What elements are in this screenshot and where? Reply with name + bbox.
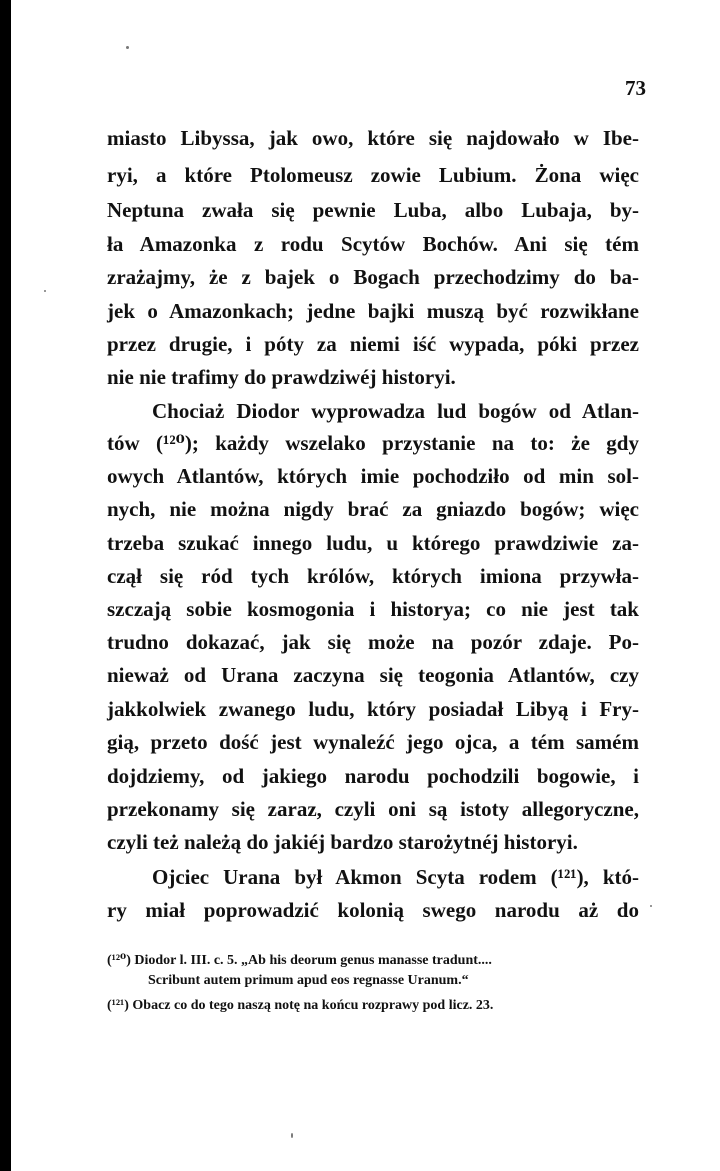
text-line: jek o Amazonkach; jedne bajki muszą być rozwikłane — [107, 299, 639, 323]
text-line: ry miał poprowadzić kolonią swego narodu aż do — [107, 898, 639, 922]
text-line: tów (¹²⁰); każdy wszelako przystanie na to: że gdy — [107, 431, 639, 455]
footnote-120-continued: Scribunt autem primum apud eos regnasse Uranum.“ — [148, 973, 469, 988]
text-line: gią, przeto dość jest wynaleźć jego ojca, a tém samém — [107, 730, 639, 754]
text-line: czął się ród tych królów, których imiona przywła- — [107, 564, 639, 588]
text-line-indent: Ojciec Urana był Akmon Scyta rodem (¹²¹), któ- — [152, 865, 639, 889]
text-line: przekonamy się zaraz, czyli oni są istoty allegoryczne, — [107, 797, 639, 821]
book-spine-edge — [0, 0, 11, 1171]
text-line: nie nie trafimy do prawdziwéj historyi. — [107, 365, 456, 389]
text-line: miasto Libyssa, jak owo, które się najdowało w Ibe- — [107, 126, 639, 150]
text-line: ryi, a które Ptolomeusz zowie Lubium. Żona więc — [107, 163, 639, 187]
text-line: nych, nie można nigdy brać za gniazdo bogów; więc — [107, 497, 639, 521]
scan-speck — [650, 905, 652, 907]
text-line: trudno dokazać, jak się może na pozór zdaje. Po- — [107, 630, 639, 654]
text-line: Neptuna zwała się pewnie Luba, albo Lubaja, by- — [107, 198, 639, 222]
text-line: szczają sobie kosmogonia i historya; co nie jest tak — [107, 597, 639, 621]
text-line: przez drugie, i póty za niemi iść wypada, póki przez — [107, 332, 639, 356]
text-line: owych Atlantów, których imie pochodziło od min sol- — [107, 464, 639, 488]
text-line: zrażajmy, że z bajek o Bogach przechodzimy do ba- — [107, 265, 639, 289]
text-line: ła Amazonka z rodu Scytów Bochów. Ani się tém — [107, 232, 639, 256]
page-number: 73 — [625, 76, 646, 100]
scan-speck — [44, 290, 46, 292]
text-line-indent: Chociaż Diodor wyprowadza lud bogów od Atlan- — [152, 399, 639, 423]
text-line: trzeba szukać innego ludu, u którego prawdziwie za- — [107, 531, 639, 555]
text-line: jakkolwiek zwanego ludu, który posiadał Libyą i Fry- — [107, 697, 639, 721]
scan-speck — [291, 1133, 293, 1138]
footnote-120: (¹²⁰) Diodor l. III. c. 5. „Ab his deorum genus manasse tradunt.... — [107, 953, 492, 968]
footnote-121: (¹²¹) Obacz co do tego naszą notę na końcu rozprawy pod licz. 23. — [107, 998, 494, 1013]
text-line: nieważ od Urana zaczyna się teogonia Atlantów, czy — [107, 663, 639, 687]
text-line: dojdziemy, od jakiego narodu pochodzili bogowie, i — [107, 764, 639, 788]
scan-speck — [126, 46, 129, 49]
text-line: czyli też należą do jakiéj bardzo starożytnéj historyi. — [107, 830, 578, 854]
